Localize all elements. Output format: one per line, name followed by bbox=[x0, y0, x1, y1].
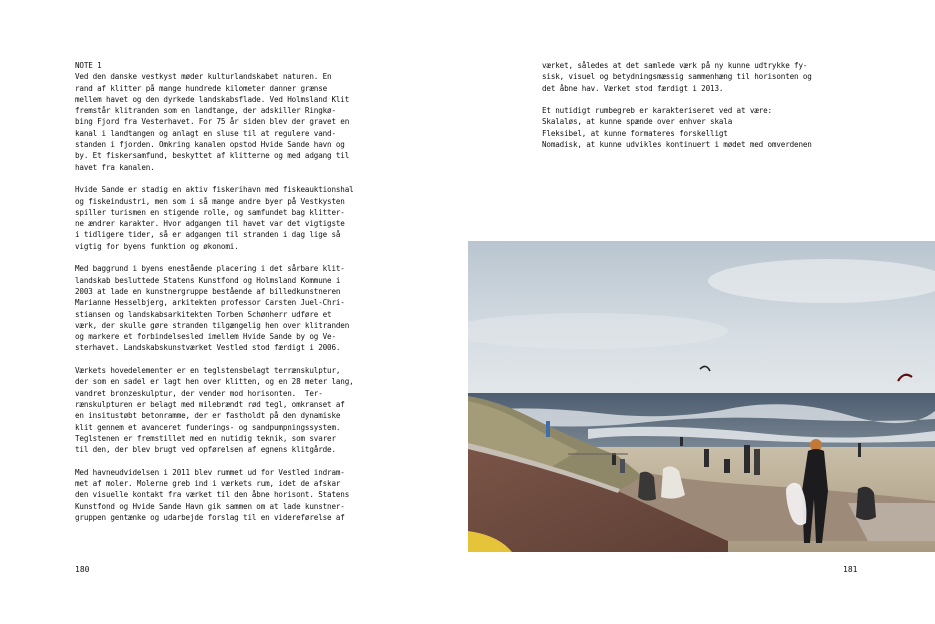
text-line: Værkets hovedelementer er en teglstensbelagt terrænskulptur, bbox=[75, 366, 341, 376]
text-line: vandret bronzeskulptur, der vender mod horisonten. Ter- bbox=[75, 388, 323, 398]
text-line: bing Fjord fra Vesterhavet. For 75 år siden blev der gravet en bbox=[75, 117, 350, 127]
text-line: Kunstfond og Hvide Sande Havn gik sammen om at lade kunstner- bbox=[75, 501, 345, 511]
paragraph bbox=[542, 60, 872, 94]
text-line: landskab besluttede Statens Kunstfond og Holmsland Kommune i bbox=[75, 275, 341, 285]
right-paragraphs bbox=[542, 60, 872, 150]
text-line: Teglstenen er fremstillet med en nutidig teknik, som svarer bbox=[75, 433, 336, 443]
text-line: i tidligere tider, så er adgangen til stranden i dag lige så bbox=[75, 230, 341, 240]
text-line: til den, der blev brugt ved opførelsen af egnens klitgårde. bbox=[75, 445, 336, 455]
text-line: stiansen og landskabsarkitekten Torben Schønherr udføre et bbox=[75, 309, 332, 319]
text-line: Hvide Sande er stadig en aktiv fiskerihavn med fiskeauktionshal bbox=[75, 185, 354, 195]
paragraph bbox=[542, 105, 872, 150]
text-line: værk, der skulle gøre stranden tilgængelig hen over klitranden bbox=[75, 320, 350, 330]
text-line: Ved den danske vestkyst møder kulturlandskabet naturen. En bbox=[75, 72, 332, 82]
sitting-person bbox=[856, 487, 876, 520]
beach-fence bbox=[568, 453, 628, 455]
text-line: met af moler. Molerne greb ind i værkets rum, idet de afskar bbox=[75, 478, 341, 488]
note-title: NOTE 1 bbox=[75, 61, 102, 70]
text-line: Nomadisk, at kunne udvikles kontinuert i mødet med omverdenen bbox=[542, 140, 812, 150]
text-line: den visuelle kontakt fra værket til den åbne horisont. Statens bbox=[75, 490, 350, 500]
text-line: en insitustøbt betonramme, der er fastholdt på den dynamiske bbox=[75, 411, 341, 421]
text-line: værket, således at det samlede værk på ny kunne udtrykke fy- bbox=[542, 61, 808, 70]
text-line: mellem havet og den dyrkede landskabsflade. Ved Holmsland Klit bbox=[75, 94, 350, 104]
text-line: vigtig for byens funktion og økonomi. bbox=[75, 241, 239, 251]
text-line: og markere et forbindelsesled imellem Hvide Sande by og Ve- bbox=[75, 332, 336, 342]
text-line: by. Et fiskersamfund, beskyttet af klitterne og med adgang til bbox=[75, 151, 350, 161]
text-line: klit gennem et avanceret funderings- og sandpumpningssystem. bbox=[75, 422, 341, 432]
text-line: Med baggrund i byens enestående placering i det sårbare klit- bbox=[75, 264, 345, 274]
paragraph bbox=[75, 184, 397, 252]
text-line: Marianne Hesselbjerg, arkitekten professor Carsten Juel-Chri- bbox=[75, 298, 345, 308]
text-line: sisk, visuel og betydningsmæssig sammenhæng til horisonten og bbox=[542, 72, 812, 82]
right-page-text bbox=[542, 60, 872, 162]
beach-photo bbox=[468, 241, 935, 552]
paragraph bbox=[75, 263, 397, 353]
text-line: det åbne hav. Værket stod færdigt i 2013. bbox=[542, 83, 724, 93]
left-page-text bbox=[75, 60, 397, 534]
text-line: spiller turismen en stigende rolle, og samfundet bag klitter- bbox=[75, 207, 345, 217]
paragraph bbox=[75, 467, 397, 523]
text-line: Et nutidigt rumbegreb er karakteriseret ved at være: bbox=[542, 106, 772, 116]
text-line: kanal i landtangen og anlagt en sluse til at regulere vand- bbox=[75, 128, 336, 138]
text-line: standen i fjorden. Omkring kanalen opstod Hvide Sande havn og bbox=[75, 140, 345, 150]
text-line: Fleksibel, at kunne formateres forskelligt bbox=[542, 128, 728, 138]
text-line: rænskulpturen er belagt med milebrændt rød tegl, omkranset af bbox=[75, 399, 345, 409]
paragraph bbox=[75, 365, 397, 455]
text-line: 2003 at lade en kunstnergruppe bestående af billedkunstneren bbox=[75, 286, 341, 296]
text-line: rand af klitter på mange hundrede kilometer danner grænse bbox=[75, 83, 328, 93]
text-line: havet fra kanalen. bbox=[75, 162, 155, 172]
text-line: gruppen gentænke og udarbejde forslag til en videreførelse af bbox=[75, 512, 345, 522]
page-number-left: 180 bbox=[75, 565, 90, 574]
text-line: ne ændrer karakter. Hvor adgangen til havet var det vigtigste bbox=[75, 219, 345, 229]
text-line: sterhavet. Landskabskunstværket Vestled stod færdigt i 2006. bbox=[75, 343, 341, 353]
page-number-right: 181 bbox=[843, 565, 858, 574]
text-line: og fiskeindustri, men som i så mange andre byer på Vestkysten bbox=[75, 196, 345, 206]
paragraph bbox=[75, 71, 397, 173]
text-line: fremstår klitranden som en landtange, der adskiller Ringkø- bbox=[75, 106, 336, 116]
text-line: Skalaløs, at kunne spænde over enhver skala bbox=[542, 117, 733, 127]
text-line: der som en sadel er lagt hen over klitten, og en 28 meter lang, bbox=[75, 377, 354, 387]
text-line: Med havneudvidelsen i 2011 blev rummet ud for Vestled indram- bbox=[75, 467, 345, 477]
flag bbox=[546, 421, 550, 437]
left-paragraphs bbox=[75, 71, 397, 523]
